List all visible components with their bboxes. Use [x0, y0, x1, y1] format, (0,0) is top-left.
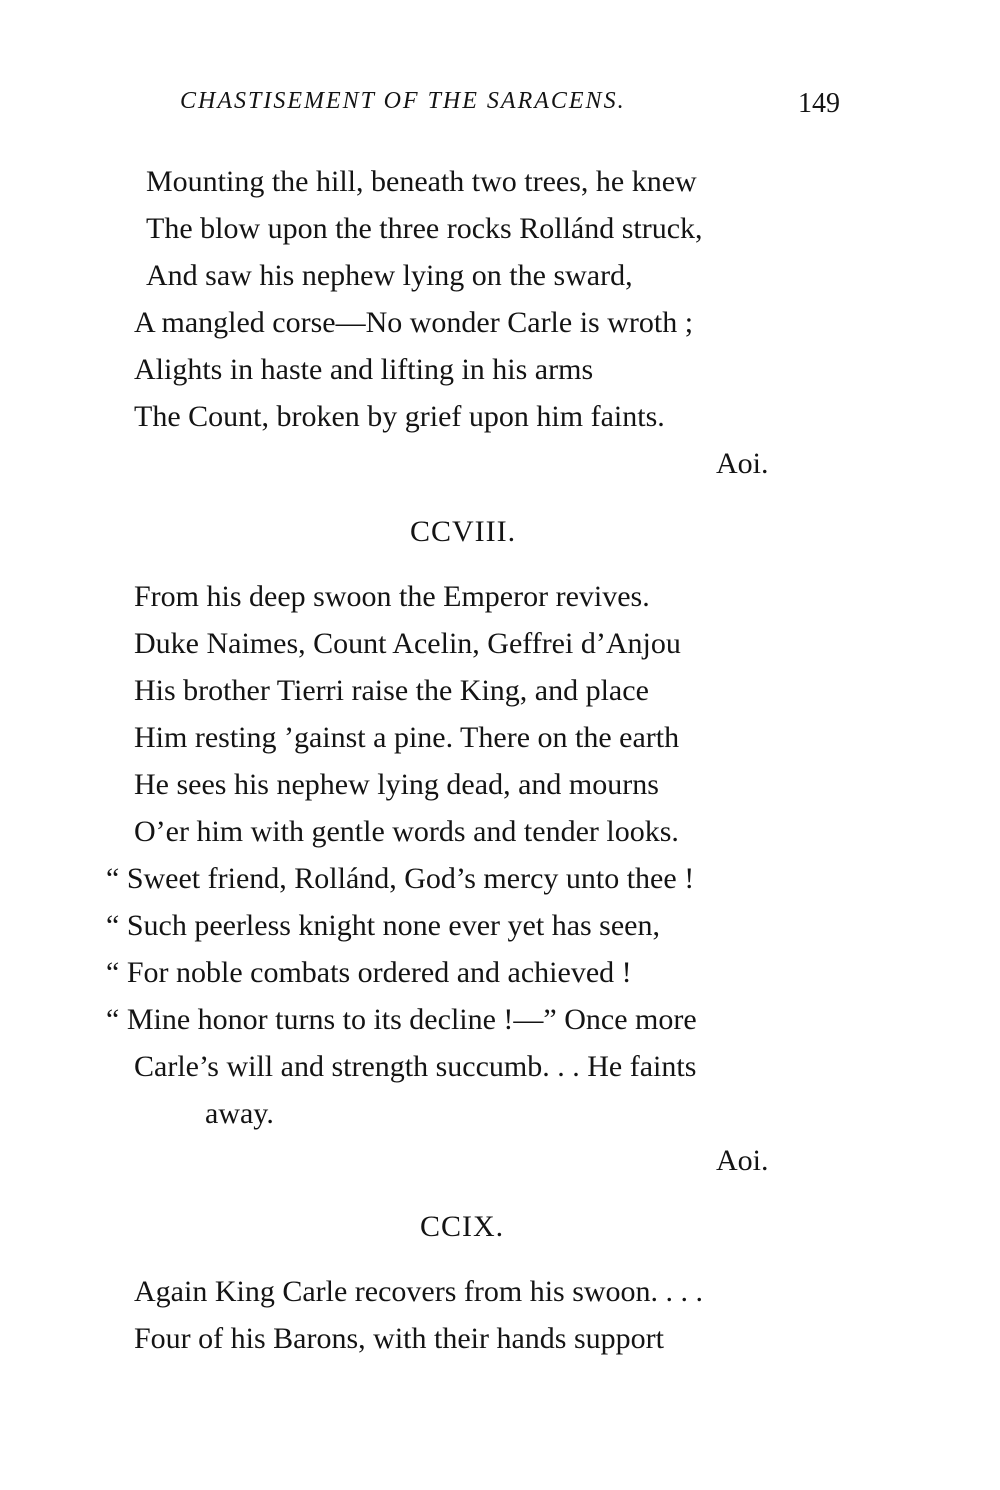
verse-line: “ Sweet friend, Rollánd, God’s mercy unto thee ! [106, 862, 695, 895]
verse-line: His brother Tierri raise the King, and place [134, 674, 649, 707]
verse-line: Duke Naimes, Count Acelin, Geffrei d’Anjou [134, 627, 681, 660]
refrain-aoi: Aoi. [716, 447, 769, 480]
verse-line: “ Mine honor turns to its decline !—” Once more [106, 1003, 697, 1036]
verse-line: The blow upon the three rocks Rollánd struck, [146, 212, 703, 245]
verse-line: O’er him with gentle words and tender looks. [134, 815, 679, 848]
verse-line: A mangled corse—No wonder Carle is wroth ; [134, 306, 694, 339]
page-header [180, 88, 840, 128]
verse-line: And saw his nephew lying on the sward, [146, 259, 633, 292]
stanza-heading: CCIX. [420, 1210, 505, 1243]
verse-line: The Count, broken by grief upon him faints. [134, 400, 665, 433]
verse-line: He sees his nephew lying dead, and mourns [134, 768, 659, 801]
verse-line: Mounting the hill, beneath two trees, he knew [146, 165, 697, 198]
verse-line: From his deep swoon the Emperor revives. [134, 580, 650, 613]
verse-line: “ Such peerless knight none ever yet has seen, [106, 909, 660, 942]
verse-line: Again King Carle recovers from his swoon. . . . [134, 1275, 704, 1308]
running-title: CHASTISEMENT OF THE SARACENS. [180, 88, 626, 114]
verse-line: Four of his Barons, with their hands support [134, 1322, 664, 1355]
refrain-aoi: Aoi. [716, 1144, 769, 1177]
stanza-heading: CCVIII. [410, 515, 517, 548]
verse-line: Carle’s will and strength succumb. . . He faints [134, 1050, 697, 1083]
verse-line: “ For noble combats ordered and achieved ! [106, 956, 632, 989]
page-number: 149 [798, 88, 840, 119]
verse-line: away. [205, 1097, 274, 1130]
verse-line: Him resting ’gainst a pine. There on the earth [134, 721, 680, 754]
verse-line: Alights in haste and lifting in his arms [134, 353, 594, 386]
